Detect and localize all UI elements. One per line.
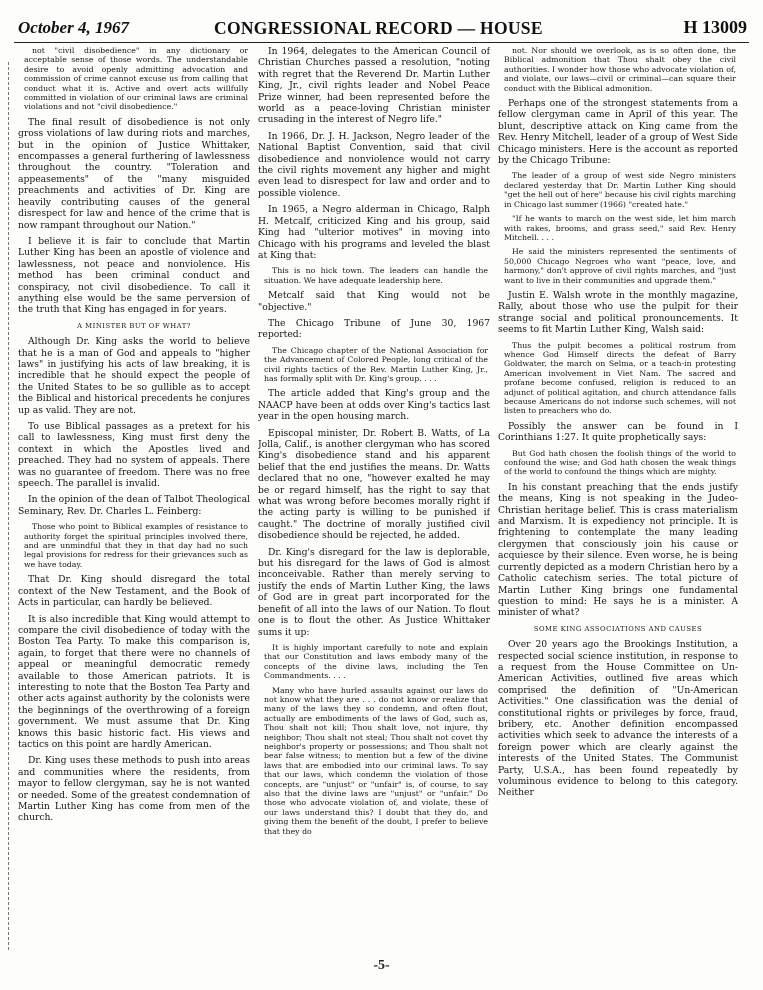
page-header	[14, 16, 749, 43]
paragraph: I believe it is fair to conclude that Martin Luther King has been an apostle of violence and lawlessness, not peace and nonviolence. His method has been criminal conduct and conspiracy, not civil disobedience. To call it anything else would be the same perversion of the truth that King has engaged in for years.	[18, 235, 250, 316]
quoted-paragraph: But God hath chosen the foolish things of the world to confound the wise; and God hath chosen the weak things of the world to confound the things which are mighty.	[504, 448, 736, 477]
quoted-paragraph: It is highly important carefully to note and explain that our Constitution and laws embody many of the concepts of the divine laws, including the Ten Commandments. . . .	[264, 642, 488, 681]
paragraph: In 1964, delegates to the American Council of Christian Churches passed a resolution, "noting with regret that the Reverend Dr. Martin Luther King, Jr., civil rights leader and Nobel Peace Prize winner, had been represented before the world as a peace-loving Christian minister crusading in the interest of Negro life."	[258, 46, 490, 126]
paragraph: In his constant preaching that the ends justify the means, King is not speaking in the Judeo-Christian heritage belief. This is crass materialism and Marxism. It is expediency not principle. It is frightening to contemplate the many leading clergymen that consciously join his cause or acquiesce by their silence. Even worse, he is being currently depicted as a modern Christian hero by a Catholic catechism series. The total picture of Martin Luther King brings one fundamental question to mind: He says he is a minister. A minister of what?	[498, 481, 738, 619]
paragraph: Possibly the answer can be found in I Corinthians 1:27. It quite prophetically says:	[498, 420, 738, 444]
paragraph: Episcopal minister, Dr. Robert B. Watts, of La Jolla, Calif., is another clergyman who has scored King's disobedience stand and his apparent belief that the end justifies the means. Dr. Watts declared that no one, "however exalted he may be or regard himself, has the right to say that what was wrong before becomes morally right if the acting party is willing to be punished if caught." The doctrine of morally justified civil disobedience should be rejected, he added.	[258, 427, 490, 542]
quoted-paragraph: He said the ministers represented the sentiments of 50,000 Chicago Negroes who want "peace, love, and harmony," don't approve of civil rights marches, and "just want to live in their communities and upgrade them."	[504, 247, 736, 285]
paragraph: In 1965, a Negro alderman in Chicago, Ralph H. Metcalf, criticized King and his group, said King had "ulterior motives" in moving into Chicago with his programs and leveled the blast at King that:	[258, 204, 490, 261]
quoted-paragraph: Those who point to Biblical examples of resistance to authority forget the spiritual principles involved there, and are unmindful that they in that day had no such legal provisions for redress for their grievances such as we have today.	[24, 522, 248, 569]
paragraph: Metcalf said that King would not be "objective."	[258, 290, 490, 313]
left-margin-mark	[8, 62, 9, 950]
paragraph: Over 20 years ago the Brookings Institution, a respected social science institution, in response to a request from the House Committee on Un-American Activities, outlined five areas which comprised the definition of "Un-American Activities." One classification was the denial of constitutional rights or privileges by force, fraud, bribery, etc. Another definition encompassed activities which seek to advance the interests of a foreign power which are clearly against the interests of the United States. The Communist Party, U.S.A., has been found repeatedly by voluminous evidence to belong to this category. Neither	[498, 639, 738, 799]
header-date: October 4, 1967	[18, 18, 129, 37]
column-1	[18, 46, 250, 951]
section-heading: SOME KING ASSOCIATIONS AND CAUSES	[533, 624, 703, 633]
paragraph: Justin E. Walsh wrote in the monthly magazine, Rally, about those who use the pulpit for their strange social and political pronouncements. It seems to fit Martin Luther King, Walsh said:	[498, 289, 738, 336]
quoted-paragraph: This is no hick town. The leaders can handle the situation. We have adequate leadership here.	[264, 266, 488, 285]
quoted-paragraph: Many who have hurled assaults against our laws do not know what they are . . . do not know or realize that many of the laws they so condemn, and often flout, actually are embodiments of the laws of God, such as, Thou shalt not kill; Thou shalt love, not injure, thy neighbor; Thou shalt not steal; Thou shalt not covet thy neighbor's property or possessions; and Thou shalt not bear false witness; to mention but a few of the divine laws that are embodied into our criminal laws. To say that our laws, which condemn the violation of those concepts, are "unjust" or "unfair" is, of course, to say also that the divine laws are "unjust" or "unfair." Do those who advocate violation of, and violate, these of our laws understand this? I doubt that they do, and giving them the benefit of the doubt, I prefer to believe that they do	[264, 685, 488, 836]
column-2	[258, 46, 490, 951]
page-footer-number: -5-	[373, 958, 390, 973]
paragraph: The article added that King's group and the NAACP have been at odds over King's tactics last year in the open housing march.	[258, 388, 490, 423]
paragraph: Although Dr. King asks the world to believe that he is a man of God and appeals to "higher laws" in justifying his acts of law breaking, it is incredible that he should expect the people of the United States to be so gullible as to accept the Biblical and historical precedents he conjures up as valid. They are not.	[18, 336, 250, 416]
column-3	[498, 46, 738, 951]
quoted-paragraph: The Chicago chapter of the National Association for the Advancement of Colored People, long critical of the civil rights tactics of the Rev. Martin Luther King, Jr., has formally split with Dr. King's group. . . .	[264, 345, 488, 383]
paragraph: Perhaps one of the strongest statements from a fellow clergyman came in April of this year. The blunt, descriptive attack on King came from the Rev. Henry Mitchell, leader of a group of West Side Chicago ministers. Here is the account as reported by the Chicago Tribune:	[498, 98, 738, 167]
paragraph: In the opinion of the dean of Talbot Theological Seminary, Rev. Dr. Charles L. Feinberg:	[18, 494, 250, 517]
paragraph: The Chicago Tribune of June 30, 1967 reported:	[258, 317, 490, 341]
paragraph: To use Biblical passages as a pretext for his call to lawlessness, King must first deny the context in which the Apostles lived and preached. They had no system of appeals. There was no guarantee of freedom. There was no free speech. The parallel is invalid.	[18, 421, 250, 490]
header-page-number: H 13009	[683, 17, 747, 37]
paragraph: In 1966, Dr. J. H. Jackson, Negro leader of the National Baptist Convention, said that civil disobedience and nonviolence would not carry the civil rights movement any higher and might even lead to disrespect for law and order and to possible violence.	[258, 130, 490, 199]
paragraph: It is also incredible that King would attempt to compare the civil disobedience of today with the Boston Tea Party. To make this comparison is, again, to forget that there were no channels of appeal or meaningful democratic remedy available to those American patriots. It is interesting to note that the Boston Tea Party and other acts against authority by the colonists were the beginnings of the overthrowing of a foreign government. We must assume that Dr. King knows this basic historic fact. His views and tactics on this point are hardly American.	[18, 613, 250, 750]
section-heading: A MINISTER BUT OF WHAT?	[77, 321, 191, 330]
paragraph: That Dr. King should disregard the total context of the New Testament, and the Book of Acts in particular, can hardly be believed.	[18, 574, 250, 609]
quoted-paragraph: "If he wants to march on the west side, let him march with rakes, brooms, and grass seed," said Rev. Henry Mitchell. . . .	[504, 214, 736, 242]
paragraph: The final result of disobedience is not only gross violations of law during riots and marches, but in the opinion of Justice Whittaker, encompasses a general furthering of lawlessness throughout the country. "Toleration and appeasements" of the "many misguided preachments and activities of Dr. King are heavily contributing causes of the general disrespect for law and hence of the crime that is now rampant throughout our Nation."	[18, 116, 250, 231]
quoted-paragraph: The leader of a group of west side Negro ministers declared yesterday that Dr. Martin Luther King should "get the hell out of here" because his civil rights marching in Chicago last summer (1966) "created hate."	[504, 171, 736, 209]
quoted-paragraph: not "civil disobedience" in any dictionary or acceptable sense of those words. The understandable desire to avoid openly admitting advocation and commission of crime cannot excuse us from calling that conduct what it is. Active and overt acts willfully committed in violation of our criminal laws are criminal violations and not "civil disobedience."	[24, 46, 248, 112]
paragraph: Dr. King's disregard for the law is deplorable, but his disregard for the laws of God is almost inconceivable. Rather than merely serving to justify the ends of Martin Luther King, the laws of God are in great part incorporated for the benefit of all into the laws of our Nation. To flout one is to flout the other. As Justice Whittaker sums it up:	[258, 546, 490, 638]
quoted-paragraph: not. Nor should we overlook, as is so often done, the Biblical admonition that Thou shalt obey the civil authorities. I wonder how those who advocate violation of, and violate, our laws—civil or criminal—can square their conduct with the Biblical admonition.	[504, 46, 736, 93]
header-title: CONGRESSIONAL RECORD — HOUSE	[214, 18, 543, 38]
paragraph: Dr. King uses these methods to push into areas and communities where the residents, from mayor to fellow clergyman, say he is not wanted or needed. Some of the greatest condemnation of Martin Luther King has come from men of the church.	[18, 755, 250, 824]
quoted-paragraph: Thus the pulpit becomes a political rostrum from whence God Himself directs the defeat of Barry Goldwater, the march on Selma, or a teach-in protesting American involvement in Viet Nam. The sacred and profane become confused, religion is reduced to an adjunct of political agitation, and church attendance falls because Americans do not indorse such schemes, will not listen to preachers who do.	[504, 340, 736, 416]
